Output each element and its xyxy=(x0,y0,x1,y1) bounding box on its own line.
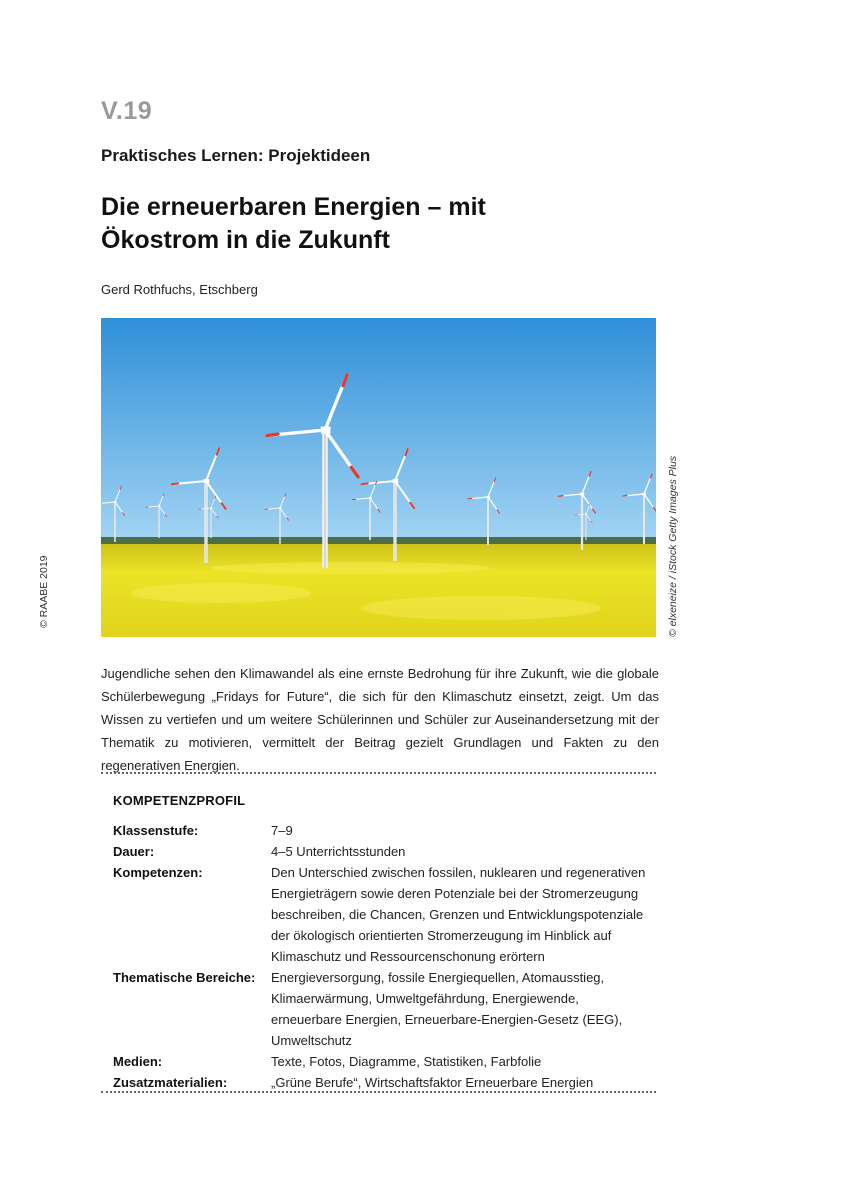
series-title: Praktisches Lernen: Projektideen xyxy=(101,146,371,165)
profile-label: Klassenstufe: xyxy=(113,823,199,838)
section-number: V.19 xyxy=(101,97,153,125)
divider-top xyxy=(101,772,656,774)
title-line-2: Ökostrom in die Zukunft xyxy=(101,226,390,254)
profile-row-duration xyxy=(113,841,653,862)
profile-value: Texte, Fotos, Diagramme, Statistiken, Farbfolie xyxy=(271,1054,542,1069)
profile-heading: KOMPETENZPROFIL xyxy=(113,793,246,808)
photo-credit: © elxeneize / iStock Getty Images Plus xyxy=(667,455,679,637)
title-line-1: Die erneuerbaren Energien – mit xyxy=(101,193,486,221)
profile-row-media xyxy=(113,1051,653,1072)
profile-row-grade xyxy=(113,820,653,841)
author: Gerd Rothfuchs, Etschberg xyxy=(101,282,258,297)
profile-row-materials xyxy=(113,1072,653,1093)
profile-label: Dauer: xyxy=(113,844,155,859)
competence-profile xyxy=(113,820,653,1093)
profile-label: Thematische Bereiche: xyxy=(113,970,256,985)
profile-row-topics xyxy=(113,967,653,1051)
profile-value: Den Unterschied zwischen fossilen, nuklearen und regenerativen Energieträgern sowie deren Potenziale bei der Stromerzeugung beschreiben, die Chancen, Grenzen und Entwicklungspotenziale der ökologisch orientierten Stromerzeugung im Hinblick auf Klimaschutz und Ressourcenschonung erörtern xyxy=(271,865,646,964)
intro-text xyxy=(101,662,659,777)
profile-label: Kompetenzen: xyxy=(113,865,203,880)
intro-paragraph: Jugendliche sehen den Klimawandel als eine ernste Bedrohung für ihre Zukunft, wie die globale Schülerbewegung „Fridays for Future“, die sich für den Klimaschutz einsetzt, zeigt. Um das Wissen zu vertiefen und um weitere Schülerinnen und Schüler zur Auseinandersetzung mit der Thematik zu motivieren, vermittelt der Beitrag gezielt Grundlagen und Fakten zu den regenerativen Energien. xyxy=(101,666,659,773)
profile-label: Zusatzmaterialien: xyxy=(113,1075,228,1090)
profile-value: 4–5 Unterrichtsstunden xyxy=(271,844,406,859)
profile-label: Medien: xyxy=(113,1054,163,1069)
copyright-notice: © RAABE 2019 xyxy=(38,555,50,628)
profile-value: „Grüne Berufe“, Wirtschaftsfaktor Erneuerbare Energien xyxy=(271,1075,594,1090)
profile-value: Energieversorgung, fossile Energiequellen, Atomausstieg, Klimaerwärmung, Umweltgefährdung, Energiewende, erneuerbare Energien, Erneuerbare-Energien-Gesetz (EEG), Umweltschutz xyxy=(271,970,623,1048)
wind-farm-photo xyxy=(101,318,656,637)
profile-value: 7–9 xyxy=(271,823,293,838)
page-title xyxy=(101,191,486,257)
profile-row-competences xyxy=(113,862,653,967)
divider-bottom xyxy=(101,1091,656,1093)
